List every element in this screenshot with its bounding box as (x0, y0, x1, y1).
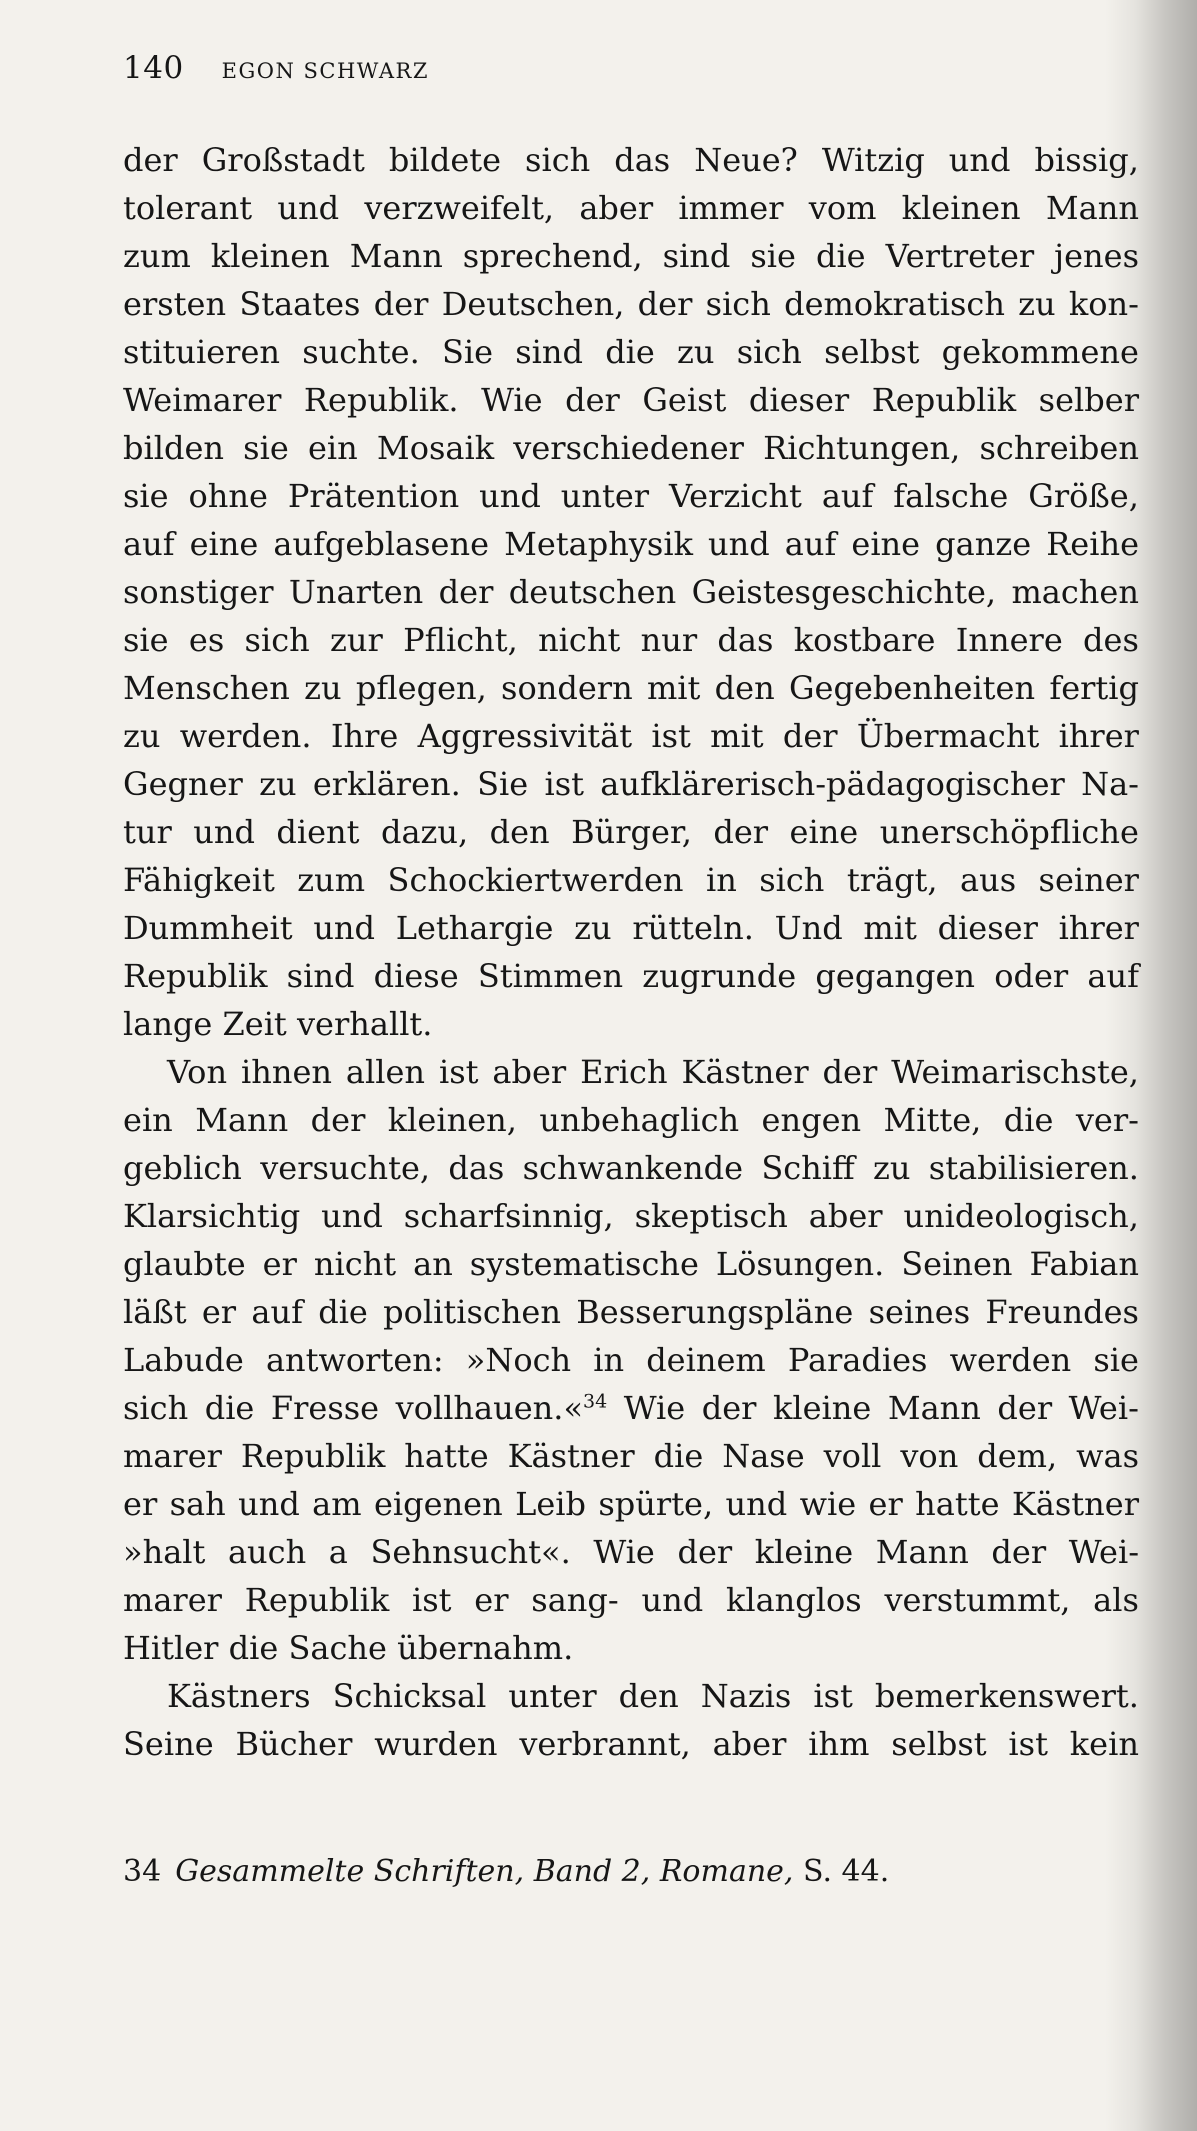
text-line: tolerant und verzweifelt, aber immer vom kleinen Mann (123, 189, 1139, 227)
text-line: ein Mann der kleinen, unbehaglich engen Mitte, die ver- (123, 1101, 1139, 1139)
running-head: EGON SCHWARZ (221, 59, 429, 83)
text-line: Seine Bücher wurden verbrannt, aber ihm selbst ist kein (123, 1725, 1139, 1763)
text-line: sie ohne Prätention und unter Verzicht auf falsche Größe, (123, 477, 1139, 515)
page-number: 140 (123, 50, 184, 86)
body-text (123, 136, 1139, 1768)
page-header (123, 50, 429, 94)
text-line: Hitler die Sache übernahm. (123, 1629, 574, 1667)
footnote-page-ref: S. 44. (803, 1854, 890, 1889)
text-line: sie es sich zur Pflicht, nicht nur das kostbare Innere des (123, 621, 1139, 659)
text-line: zum kleinen Mann sprechend, sind sie die Vertreter jenes (123, 237, 1139, 275)
footnote-text: Gesammelte Schriften, Band 2, Romane, (175, 1854, 794, 1889)
text-line: der Großstadt bildete sich das Neue? Witzig und bissig, (123, 141, 1139, 179)
footnote (123, 1850, 1123, 1894)
text-line: Republik sind diese Stimmen zugrunde gegangen oder auf (123, 957, 1139, 995)
text-line: Menschen zu pflegen, sondern mit den Gegebenheiten fertig (123, 669, 1139, 707)
text-line: auf eine aufgeblasene Metaphysik und auf eine ganze Reihe (123, 525, 1139, 563)
text-line: zu werden. Ihre Aggressivität ist mit der Übermacht ihrer (123, 717, 1139, 755)
text-line: ersten Staates der Deutschen, der sich demokratisch zu kon- (123, 285, 1139, 323)
text-line: Kästners Schicksal unter den Nazis ist bemerkenswert. (167, 1677, 1139, 1715)
text-line: Fähigkeit zum Schockiertwerden in sich trägt, aus seiner (123, 861, 1139, 899)
text-line: sonstiger Unarten der deutschen Geistesgeschichte, machen (123, 573, 1139, 611)
text-line: geblich versuchte, das schwankende Schiff zu stabilisieren. (123, 1149, 1139, 1187)
text-line: stituieren suchte. Sie sind die zu sich selbst gekommene (123, 333, 1139, 371)
text-line: marer Republik ist er sang- und klanglos verstummt, als (123, 1581, 1139, 1619)
text-line: tur und dient dazu, den Bürger, der eine unerschöpfliche (123, 813, 1139, 851)
text-line: lange Zeit verhallt. (123, 1005, 433, 1043)
text-line: marer Republik hatte Kästner die Nase voll von dem, was (123, 1437, 1139, 1475)
text-line: sich die Fresse vollhauen.«$^{34}$ Wie der kleine Mann der Wei- (123, 1389, 1139, 1427)
footnote-reference: 34 (583, 1390, 608, 1413)
text-line: Klarsichtig und scharfsinnig, skeptisch aber unideologisch, (123, 1197, 1139, 1235)
text-line: er sah und am eigenen Leib spürte, und wie er hatte Kästner (123, 1485, 1139, 1523)
text-line: glaubte er nicht an systematische Lösungen. Seinen Fabian (123, 1245, 1139, 1283)
footnote-number: 34 (123, 1854, 162, 1889)
text-line: Von ihnen allen ist aber Erich Kästner der Weimarischste, (167, 1053, 1139, 1091)
text-line: Gegner zu erklären. Sie ist aufklärerisch-pädagogischer Na- (123, 765, 1139, 803)
text-line: Weimarer Republik. Wie der Geist dieser Republik selber (123, 381, 1139, 419)
text-line: läßt er auf die politischen Besserungspläne seines Freundes (123, 1293, 1139, 1331)
text-line: Dummheit und Lethargie zu rütteln. Und mit dieser ihrer (123, 909, 1139, 947)
text-line: bilden sie ein Mosaik verschiedener Richtungen, schreiben (123, 429, 1139, 467)
text-line: Labude antworten: »Noch in deinem Paradies werden sie (123, 1341, 1139, 1379)
text-line: »halt auch a Sehnsucht«. Wie der kleine Mann der Wei- (123, 1533, 1139, 1571)
